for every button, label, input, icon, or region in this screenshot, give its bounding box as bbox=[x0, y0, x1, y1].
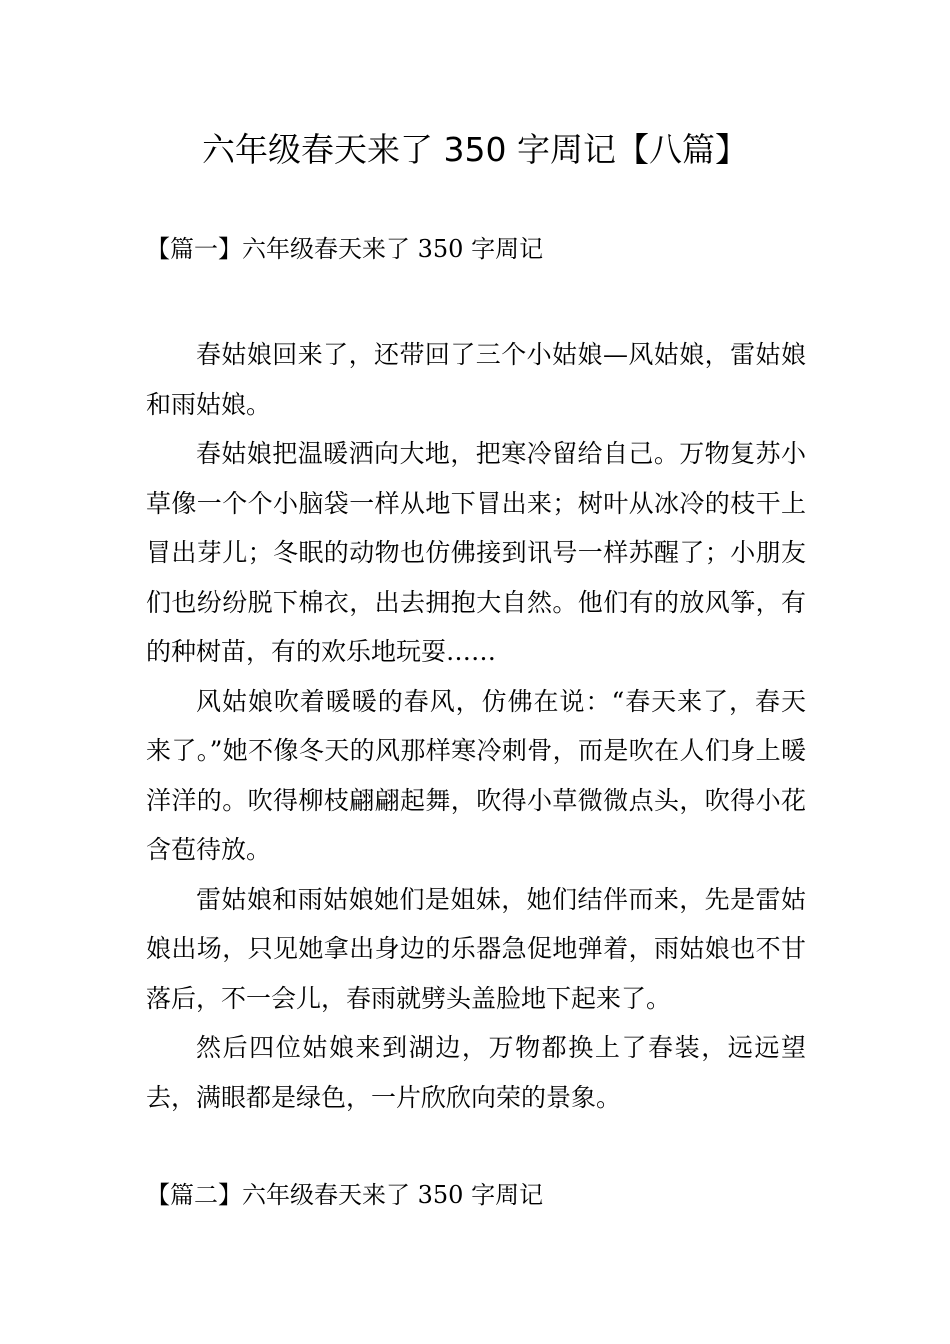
section-1-body bbox=[146, 330, 806, 1122]
paragraph: 风姑娘吹着暖暖的春风，仿佛在说：“春天来了，春天来了。”她不像冬天的风那样寒冷刺骨，而是吹在人们身上暖洋洋的。吹得柳枝翩翩起舞，吹得小草微微点头，吹得小花含苞待放。 bbox=[146, 686, 806, 864]
paragraph: 然后四位姑娘来到湖边，万物都换上了春装，远远望去，满眼都是绿色，一片欣欣向荣的景象。 bbox=[146, 1033, 806, 1112]
section-heading-1: 【篇一】六年级春天来了 350 字周记 bbox=[146, 235, 544, 263]
paragraph: 春姑娘把温暖洒向大地，把寒冷留给自己。万物复苏小草像一个个小脑袋一样从地下冒出来；树叶从冰冷的枝干上冒出芽儿；冬眠的动物也仿佛接到讯号一样苏醒了；小朋友们也纷纷脱下棉衣，出去拥抱大自然。他们有的放风筝，有的种树苗，有的欢乐地玩耍…… bbox=[146, 439, 806, 666]
section-heading-2: 【篇二】六年级春天来了 350 字周记 bbox=[146, 1181, 544, 1209]
paragraph: 春姑娘回来了，还带回了三个小姑娘—风姑娘，雷姑娘和雨姑娘。 bbox=[146, 340, 806, 419]
document-title: 六年级春天来了 350 字周记【八篇】 bbox=[202, 130, 748, 169]
paragraph: 雷姑娘和雨姑娘她们是姐妹，她们结伴而来，先是雷姑娘出场，只见她拿出身边的乐器急促地弹着，雨姑娘也不甘落后，不一会儿，春雨就劈头盖脸地下起来了。 bbox=[146, 884, 806, 1013]
